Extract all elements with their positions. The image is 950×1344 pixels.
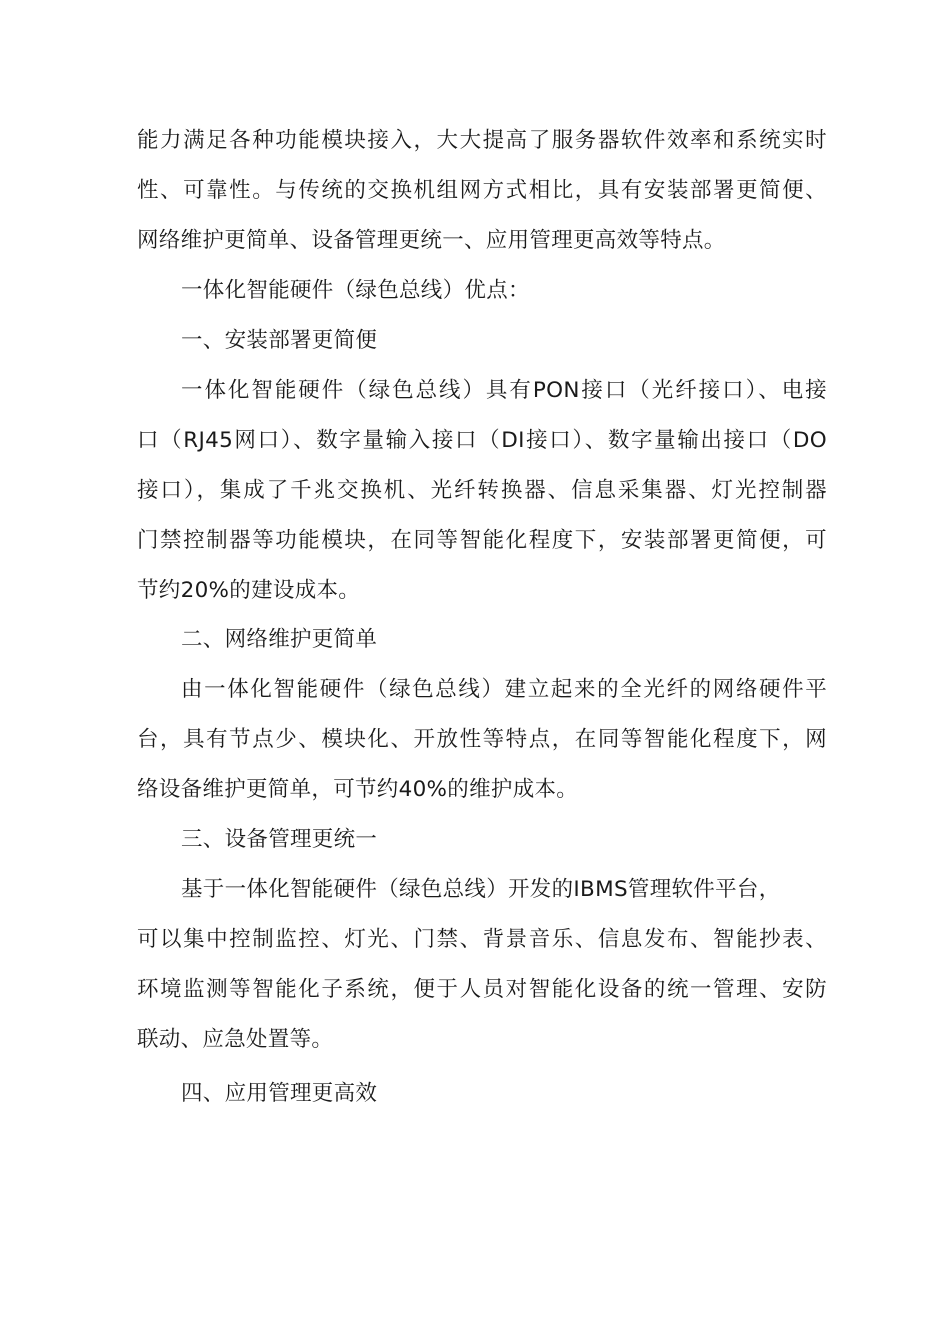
paragraph-line: 环境监测等智能化子系统，便于人员对智能化设备的统一管理、安防 — [137, 977, 827, 1002]
section-heading-1: 一、安装部署更简便 — [181, 328, 378, 353]
section-heading-4: 四、应用管理更高效 — [181, 1081, 378, 1106]
section-heading-2: 二、网络维护更简单 — [181, 627, 378, 652]
paragraph-line: 性、可靠性。与传统的交换机组网方式相比，具有安装部署更简便、 — [137, 178, 827, 203]
paragraph-line: 由一体化智能硬件（绿色总线）建立起来的全光纤的网络硬件平 — [181, 677, 827, 702]
paragraph-line: 口（RJ45网口）、数字量输入接口（DI接口）、数字量输出接口（DO — [137, 428, 827, 453]
paragraph-line: 基于一体化智能硬件（绿色总线）开发的IBMS管理软件平台， — [181, 877, 781, 902]
paragraph-line: 门禁控制器等功能模块，在同等智能化程度下，安装部署更简便，可 — [137, 528, 827, 553]
paragraph-line: 联动、应急处置等。 — [137, 1027, 334, 1052]
section-intro-heading: 一体化智能硬件（绿色总线）优点： — [181, 278, 530, 303]
paragraph-line: 一体化智能硬件（绿色总线）具有PON接口（光纤接口）、电接 — [181, 378, 827, 403]
paragraph-line: 络设备维护更简单，可节约40%的维护成本。 — [137, 777, 579, 802]
paragraph-line: 接口），集成了千兆交换机、光纤转换器、信息采集器、灯光控制器 — [137, 478, 827, 503]
section-heading-3: 三、设备管理更统一 — [181, 827, 378, 852]
paragraph-line: 能力满足各种功能模块接入，大大提高了服务器软件效率和系统实时 — [137, 128, 827, 153]
paragraph-line: 网络维护更简单、设备管理更统一、应用管理更高效等特点。 — [137, 228, 726, 253]
paragraph-line: 台，具有节点少、模块化、开放性等特点，在同等智能化程度下，网 — [137, 727, 827, 752]
paragraph-line: 可以集中控制监控、灯光、门禁、背景音乐、信息发布、智能抄表、 — [137, 927, 827, 952]
paragraph-line: 节约20%的建设成本。 — [137, 578, 361, 603]
